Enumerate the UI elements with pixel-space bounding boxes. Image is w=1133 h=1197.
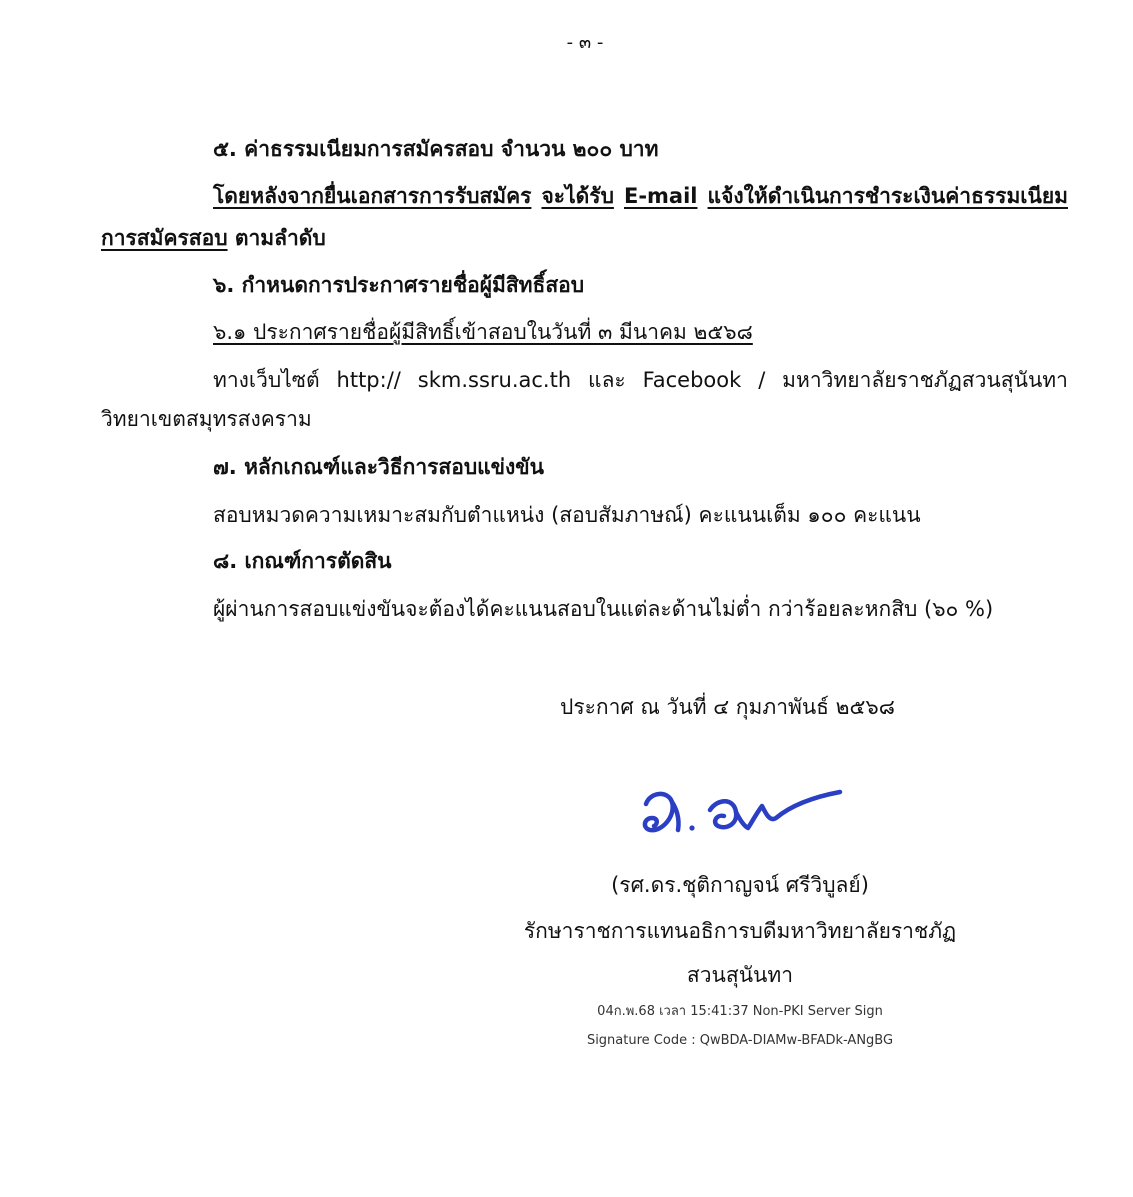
section-6-website-line1 xyxy=(213,365,1068,395)
signatory-title-line2: สวนสุนันทา xyxy=(686,963,794,987)
fee-note-word: E-mail xyxy=(623,184,698,208)
website-word: และ xyxy=(588,368,626,392)
website-url: skm.ssru.ac.th xyxy=(417,368,572,392)
section-8-heading: ๘. เกณฑ์การตัดสิน xyxy=(213,549,392,573)
section-5-fee-note-line2 xyxy=(101,223,326,253)
fee-note-underlined: การสมัครสอบ xyxy=(101,226,228,250)
e-sign-code: Signature Code : QwBDA-DIAMw-BFADk-ANgBG xyxy=(586,1033,894,1048)
website-word: http:// xyxy=(336,368,401,392)
website-word: มหาวิทยาลัยราชภัฏสวนสุนันทา xyxy=(782,368,1068,392)
page-number: - ๓ - xyxy=(566,32,604,53)
fee-note-word: โดยหลังจากยื่นเอกสารการรับสมัคร xyxy=(213,184,532,208)
e-sign-timestamp: 04ก.พ.68 เวลา 15:41:37 Non-PKI Server Sign xyxy=(597,1004,883,1019)
fee-note-word: แจ้งให้ดำเนินการชำระเงินค่าธรรมเนียม xyxy=(707,184,1068,208)
section-6-website-line2: วิทยาเขตสมุทรสงคราม xyxy=(101,407,312,431)
section-7-body: สอบหมวดความเหมาะสมกับตำแหน่ง (สอบสัมภาษณ์) คะแนนเต็ม ๑๐๐ คะแนน xyxy=(213,503,921,527)
website-word: / xyxy=(758,368,766,392)
announcement-date-text: ๖.๑ ประกาศรายชื่อผู้มีสิทธิ์เข้าสอบในวันที่ ๓ มีนาคม ๒๕๖๘ xyxy=(213,320,753,344)
signatory-name: (รศ.ดร.ชุติกาญจน์ ศรีวิบูลย์) xyxy=(611,873,869,897)
section-7-heading: ๗. หลักเกณฑ์และวิธีการสอบแข่งขัน xyxy=(213,455,545,479)
announcement-date: ประกาศ ณ วันที่ ๔ กุมภาพันธ์ ๒๕๖๘ xyxy=(560,695,895,719)
section-5-heading: ๕. ค่าธรรมเนียมการสมัครสอบ จำนวน ๒๐๐ บาท xyxy=(213,137,659,161)
website-word: ทางเว็บไซต์ xyxy=(213,368,320,392)
section-5-fee-note-line1 xyxy=(213,181,1068,211)
section-6-heading: ๖. กำหนดการประกาศรายชื่อผู้มีสิทธิ์สอบ xyxy=(213,273,585,297)
signatory-title-line1: รักษาราชการแทนอธิการบดีมหาวิทยาลัยราชภัฏ xyxy=(523,919,957,943)
website-word: Facebook xyxy=(642,368,742,392)
section-8-body: ผู้ผ่านการสอบแข่งขันจะต้องได้คะแนนสอบในแต่ละด้านไม่ต่ำ กว่าร้อยละหกสิบ (๖๐ %) xyxy=(213,597,994,621)
section-6-item-1 xyxy=(213,317,753,347)
fee-note-rest: ตามลำดับ xyxy=(227,226,326,250)
fee-note-word: จะได้รับ xyxy=(541,184,614,208)
handwritten-signature xyxy=(632,768,852,848)
